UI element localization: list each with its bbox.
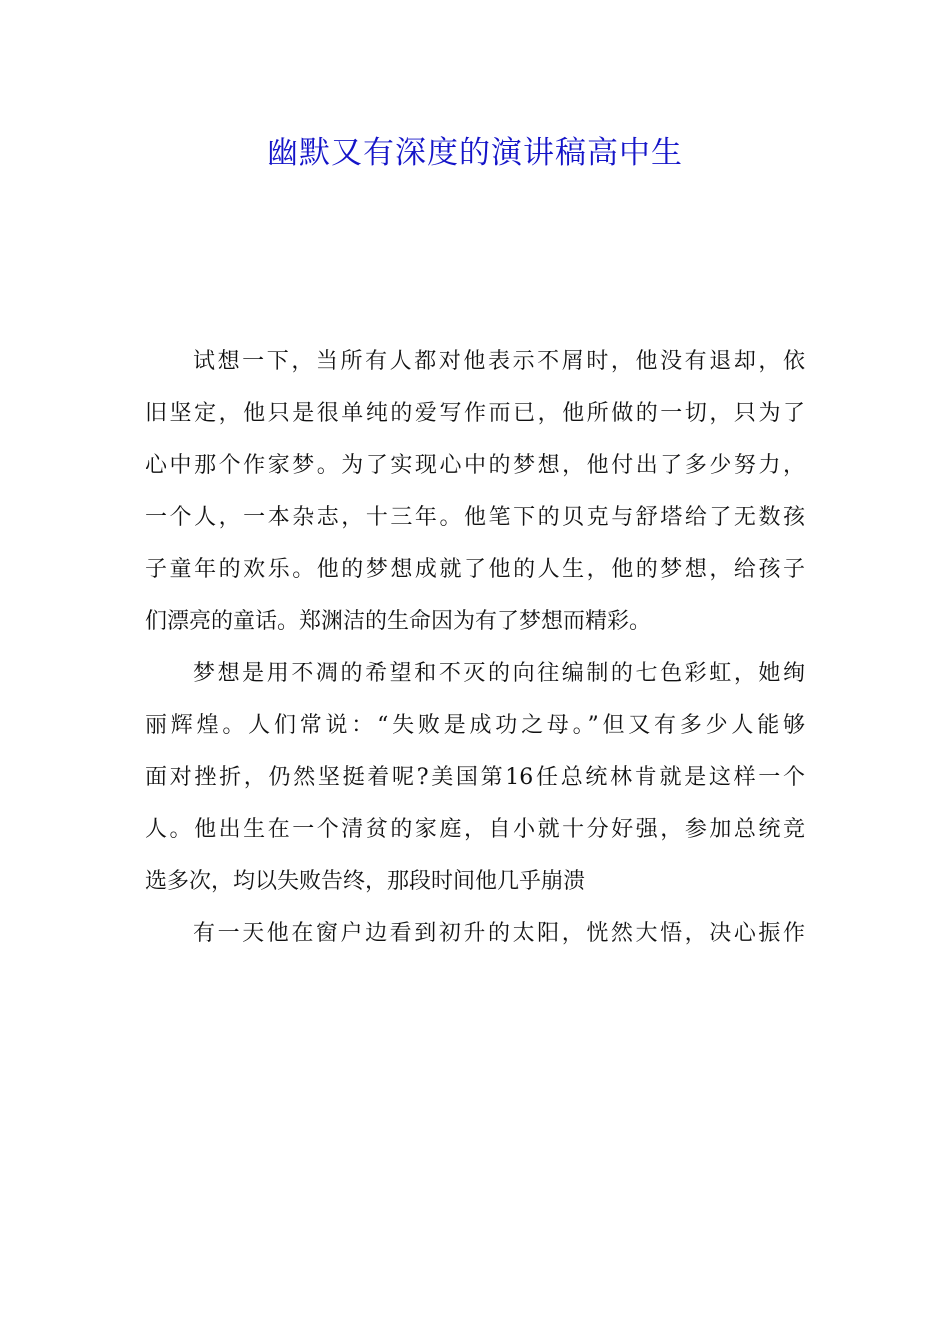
text-line: 一个人，一本杂志，十三年。他笔下的贝克与舒塔给了无数孩 [145,505,805,530]
document-title: 幽默又有深度的演讲稿高中生 [267,135,683,171]
text-line: 面对挫折，仍然坚挺着呢?美国第16任总统林肯就是这样一个 [145,765,805,790]
paragraph-3 [145,908,805,960]
paragraph-2 [145,648,805,908]
text-line: 们漂亮的童话。郑渊洁的生命因为有了梦想而精彩。 [145,609,652,634]
text-line: 梦想是用不凋的希望和不灭的向往编制的七色彩虹，她绚 [193,661,805,686]
text-line: 选多次，均以失败告终，那段时间他几乎崩溃 [145,869,586,894]
text-line: 旧坚定，他只是很单纯的爱写作而已，他所做的一切，只为了 [145,401,805,426]
text-line: 有一天他在窗户边看到初升的太阳，恍然大悟，决心振作 [193,921,805,946]
text-line: 试想一下，当所有人都对他表示不屑时，他没有退却，依 [193,349,805,374]
text-line: 丽辉煌。人们常说：“失败是成功之母。”但又有多少人能够 [145,713,805,738]
text-line: 人。他出生在一个清贫的家庭，自小就十分好强，参加总统竞 [145,817,805,842]
text-line: 心中那个作家梦。为了实现心中的梦想，他付出了多少努力， [145,453,805,478]
text-line: 子童年的欢乐。他的梦想成就了他的人生，他的梦想，给孩子 [145,557,805,582]
paragraph-1 [145,336,805,648]
document-body [145,336,805,960]
